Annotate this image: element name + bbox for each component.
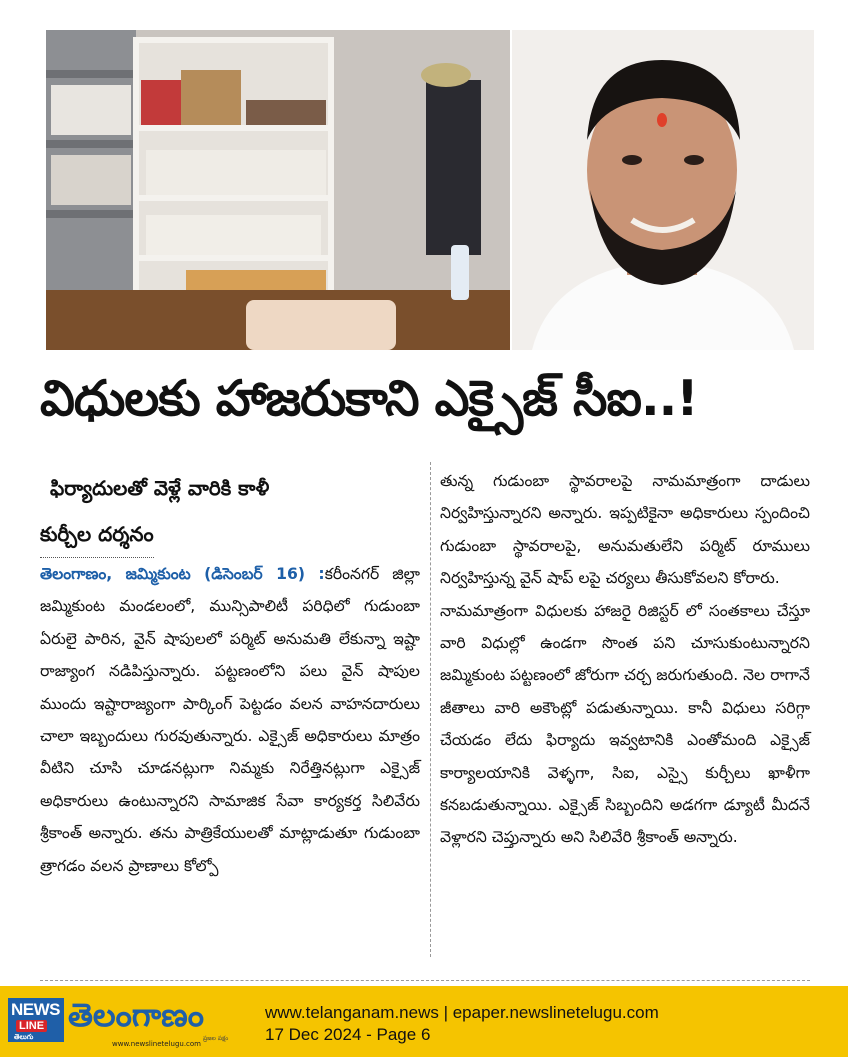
logo-website: www.newslinetelugu.com: [112, 1040, 201, 1048]
right-column: [440, 465, 810, 854]
subheadline-line-1: ఫిర్యాదులతో వెళ్లే వారికి కాళీ: [50, 476, 270, 500]
subheadline: [40, 465, 420, 558]
headline: విధులకు హాజరుకాని ఎక్సైజ్ సీఐ..!: [40, 370, 698, 427]
column-divider: [430, 462, 431, 957]
footer-sites[interactable]: www.telanganam.news | epaper.newslinetelugu.com: [265, 1003, 659, 1022]
dateline: తెలంగాణం, జమ్మికుంట (డిసెంబర్ 16) :: [40, 565, 325, 583]
person-illustration: [512, 30, 814, 350]
office-illustration: [46, 30, 510, 350]
logo-line-text: LINE: [16, 1020, 47, 1032]
footer-date-page: 17 Dec 2024 - Page 6: [265, 1025, 431, 1044]
footer-text: [265, 1002, 659, 1046]
bottom-rule: [40, 980, 810, 981]
logo-tagline: ప్రజల పక్షం: [203, 1035, 229, 1042]
left-column-body: కరీంనగర్ జిల్లా జమ్మికుంట మండలంలో, మున్సిపాలిటీ పరిధిలో గుడుంబా ఏరులై పారిన, వైన్ షాపులలో పర్మిట్ అనుమతి లేకున్నా ఇష్టా రాజ్యాంగ నడిపిస్తున్నారు. పట్టణంలోని పలు వైన్ షాపుల ముందు ఇష్టారాజ్యంగా పార్కింగ్ పెట్టడం వలన వాహనదారులు చాలా ఇబ్బందులు గురవుతున్నారు. ఎక్సైజ్ అధికారులు మాత్రం వీటిని చూసి చూడనట్లుగా నిమ్మకు నిరేత్తినట్లుగా ఎక్సైజ్ అధికారులు ఉంటున్నారని సామాజిక సేవా కార్యకర్త సిలివేరు శ్రీకాంత్ అన్నారు. తను పాత్రికేయులతో మాట్లాడుతూ గుడుంబా త్రాగడం వలన ప్రాణాలు కోల్పో: [40, 565, 421, 875]
left-column-text: [40, 558, 420, 882]
person-photo: [512, 30, 814, 350]
office-photo: [46, 30, 510, 350]
newsline-logo: [8, 998, 64, 1042]
footer: [0, 986, 848, 1057]
subheadline-line-2: కుర్చీల దర్శనం: [40, 511, 154, 558]
right-column-paragraph-2: నామమాత్రంగా విధులకు హాజరై రిజిస్టర్ లో సంతకాలు చేస్తూ వారి విధుల్లో ఉండగా సొంత పని చూసుకుంటున్నారని జమ్మికుంట పట్టణంలో జోరుగా చర్చ జరుగుతుంది. నెల రాగానే జీతాలు వారి అకౌంట్లో పడుతున్నాయి. కానీ విధులు సరిగ్గా చేయడం లేదు ఫిర్యాదు ఇవ్వటానికి ఎంతోమంది ఎక్సైజ్ కార్యాలయానికి వెళ్ళగా, సిఐ, ఎస్సై కుర్చీలు ఖాళీగా కనబడుతున్నాయి. ఎక్సైజ్ సిబ్బందిని అడగగా డ్యూటీ మీదనే వెళ్లారని చెప్తున్నారు అని సిలివేరి శ్రీకాంత్ అన్నారు.: [440, 601, 810, 847]
left-column: [40, 465, 420, 882]
logo-telugu-text: తెలుగు: [14, 1034, 34, 1041]
telanganam-logo: తెలంగాణం: [68, 996, 204, 1034]
right-column-paragraph-1: తున్న గుడుంబా స్థావరాలపై నామమాత్రంగా దాడులు నిర్వహిస్తున్నారని అన్నారు. ఇప్పటికైనా అధికారులు స్పందించి గుడుంబా స్థావరాలపై, అనుమతులేని పర్మిట్ రూములు నిర్వహిస్తున్న వైన్ షాప్ లపై చర్యలు తీసుకోవలని కోరారు.: [440, 472, 810, 588]
logo-news-text: NEWS: [11, 1000, 60, 1019]
